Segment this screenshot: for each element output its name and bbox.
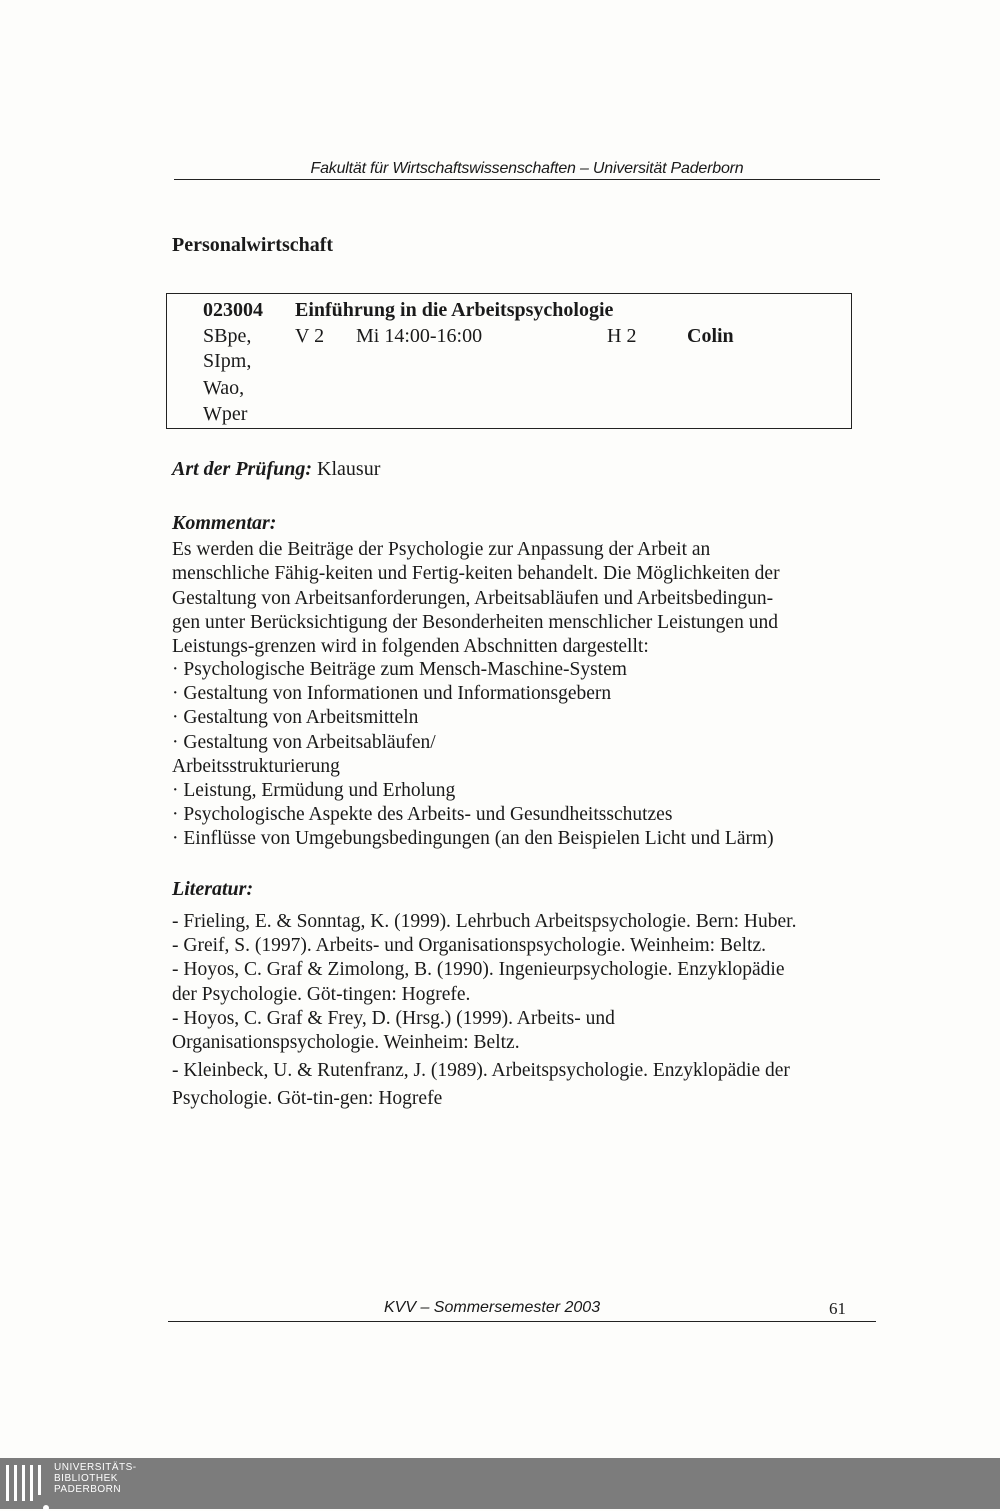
kommentar-line: Gestaltung von Arbeitsanforderungen, Arbeitsabläufen und Arbeitsbedingun-: [172, 587, 774, 609]
reference-line: Psychologie. Göt-tin-gen: Hogrefe: [172, 1088, 443, 1110]
reference-line: Organisationspsychologie. Weinheim: Beltz.: [172, 1032, 520, 1054]
exam-value: Klausur: [317, 458, 381, 480]
bullet-item: · Leistung, Ermüdung und Erholung: [172, 780, 456, 802]
kommentar-line: menschliche Fähig-keiten und Fertig-keiten behandelt. Die Möglichkeiten der: [172, 563, 780, 585]
footer-title: KVV – Sommersemester 2003: [384, 1299, 601, 1316]
bullet-item: · Psychologische Beiträge zum Mensch-Maschine-System: [172, 659, 627, 680]
kommentar-line: Leistungs-grenzen wird in folgenden Abschnitten dargestellt:: [172, 636, 649, 658]
page-footer: [168, 1299, 876, 1322]
course-code: Wao,: [203, 377, 245, 399]
reference-line: - Greif, S. (1997). Arbeits- und Organisationspsychologie. Weinheim: Beltz.: [172, 935, 766, 957]
library-banner: [0, 1458, 1000, 1509]
course-code: Wper: [203, 403, 248, 425]
course-lecturer: Colin: [687, 325, 734, 347]
course-number: 023004: [203, 299, 263, 321]
bullet-item: · Gestaltung von Arbeitsmitteln: [172, 707, 419, 729]
page-header: Fakultät für Wirtschaftswissenschaften – Universität Paderborn: [174, 160, 880, 180]
reference-line: - Kleinbeck, U. & Rutenfranz, J. (1989). Arbeitspsychologie. Enzyklopädie der: [172, 1060, 790, 1082]
literatur-label: Literatur:: [172, 878, 254, 900]
library-name-line: PADERBORN: [54, 1484, 122, 1495]
course-title: Einführung in die Arbeitspsychologie: [295, 299, 614, 321]
course-type: V 2: [295, 325, 325, 347]
section-title: Personalwirtschaft: [172, 234, 334, 256]
reference-line: - Hoyos, C. Graf & Frey, D. (Hrsg.) (1999). Arbeits- und: [172, 1007, 615, 1029]
kommentar-text: [172, 538, 832, 659]
course-schedule: Mi 14:00-16:00: [356, 325, 483, 347]
kommentar-bullet-list: [172, 658, 774, 852]
kommentar-line: gen unter Berücksichtigung der Besonderheiten menschlicher Leistungen und: [172, 611, 778, 633]
bullet-item: Arbeitsstrukturierung: [172, 755, 340, 777]
reference-line: - Frieling, E. & Sonntag, K. (1999). Lehrbuch Arbeitspsychologie. Bern: Huber.: [172, 911, 797, 932]
course-code: SBpe,: [203, 325, 252, 347]
library-name-line: BIBLIOTHEK: [54, 1473, 118, 1484]
exam-label: Art der Prüfung:: [172, 458, 313, 480]
course-code: SIpm,: [203, 350, 252, 372]
bullet-item: · Einflüsse von Umgebungsbedingungen (an den Beispielen Licht und Lärm): [172, 828, 774, 850]
library-name: [54, 1462, 137, 1495]
bullet-item: · Gestaltung von Informationen und Informationsgebern: [172, 683, 612, 705]
library-logo-icon: [6, 1465, 50, 1507]
course-box: [166, 293, 852, 429]
bullet-item: · Gestaltung von Arbeitsabläufen/: [172, 731, 436, 753]
reference-line: der Psychologie. Göt-tingen: Hogrefe.: [172, 983, 471, 1005]
kommentar-line: Es werden die Beiträge der Psychologie zur Anpassung der Arbeit an: [172, 539, 711, 560]
page-number: 61: [829, 1299, 846, 1318]
exam-type: [172, 458, 380, 481]
literatur-list: [172, 910, 796, 1112]
bullet-item: · Psychologische Aspekte des Arbeits- und Gesundheitsschutzes: [172, 804, 673, 826]
kommentar-label: Kommentar:: [172, 512, 277, 534]
reference-line: - Hoyos, C. Graf & Zimolong, B. (1990). Ingenieurpsychologie. Enzyklopädie: [172, 959, 785, 981]
course-room: H 2: [607, 325, 637, 347]
library-name-line: UNIVERSITÄTS-: [54, 1462, 137, 1473]
